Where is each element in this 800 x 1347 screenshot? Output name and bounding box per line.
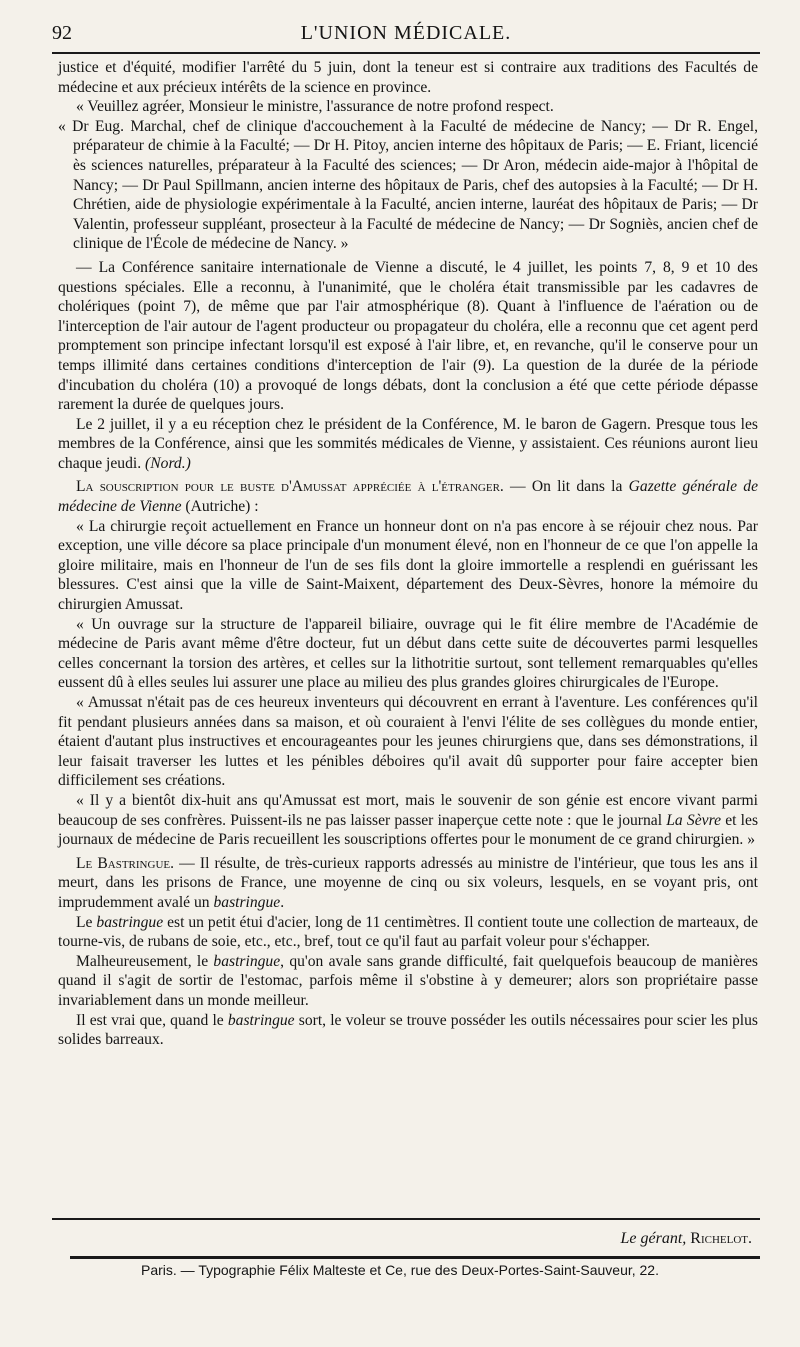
- bastringue-paragraph-3: [58, 952, 758, 1011]
- souscription-journal: Gazette générale de médecine de Vienne: [58, 478, 758, 516]
- conference-source: (Nord.): [145, 454, 191, 472]
- bastringue-paragraph-3a: Malheureusement, le: [76, 952, 214, 970]
- gerant-label: Le gérant,: [620, 1230, 687, 1247]
- running-title: L'UNION MÉDICALE.: [300, 22, 512, 44]
- bastringue-paragraph-2a: Le: [76, 913, 97, 931]
- bastringue-paragraph-4a: Il est vrai que, quand le: [76, 1011, 228, 1029]
- bastringue-term: bastringue: [96, 913, 164, 931]
- bastringue-term: bastringue: [227, 1011, 295, 1029]
- signatories: « Dr Eug. Marchal, chef de clinique d'accouchement à la Faculté de médecine de Nancy; — Dr R. Engel, préparateur de chimie à la Faculté; — Dr H. Pitoy, ancien interne des hôpitaux de Paris; — E. Friant, licencié ès sciences naturelles, préparateur à la Faculté des sciences; — Dr Aron, médecin aide-major à l'hôpital de Nancy; — Dr Paul Spillmann, ancien interne des hôpitaux de Paris, chef des autopsies à la Faculté; — Dr H. Chrétien, aide de physiologie expérimentale à la Faculté, ancien interne, lauréat des hôpitaux de Paris; — Dr Valentin, professeur suppléant, prosecteur à la Faculté de médecine de Nancy; — Dr Sogniès, ancien chef de clinique de l'École de médecine de Nancy. »: [58, 117, 758, 253]
- bastringue-paragraph-4: [58, 1011, 758, 1050]
- gerant-line: [621, 1230, 753, 1248]
- souscription-title: La souscription pour le buste d'Amussat appréciée à l'étranger.: [76, 478, 504, 496]
- bastringue-paragraph-1a: — Il résulte, de très-curieux rapports adressés au ministre de l'intérieur, que tous les ans il meurt, dans les prisons de France, une moyenne de cinq ou six voleurs, lesquels, en se voyant pris, ont imprudemment avalé un: [58, 854, 758, 911]
- bastringue-title: Le Bastringue.: [76, 854, 175, 872]
- amussat-journal: La Sèvre: [666, 811, 721, 829]
- amussat-paragraph-4a: « Il y a bientôt dix-huit ans qu'Amussat est mort, mais le souvenir de son génie est encore vivant parmi beaucoup de ses confrères. Puissent-ils ne pas laisser passer inaperçue cette note : que le journal: [58, 791, 758, 829]
- gerant-name: Richelot.: [690, 1230, 752, 1247]
- conference-paragraph-1: — La Conférence sanitaire internationale de Vienne a discuté, le 4 juillet, les points 7, 8, 9 et 10 des questions spéciales. Elle a reconnu, à l'unanimité, que le choléra était transmissible par les cadavres de cholériques (point 7), de même que par l'air atmosphérique (8). Quant à l'influence de l'aération ou de l'interception de l'air autour de l'agent producteur ou propagateur du choléra, elle a reconnu que cet agent perd promptement son principe infectant lorsqu'il est exposé à l'air libre, et, en revanche, qu'il le conserve pour un temps illimité dans certaines conditions d'interception de l'air (9). La question de la durée de la période d'incubation du choléra (10) a provoqué de longs débats, dont la conclusion a été que cette période dépasse rarement la durée de quelques jours.: [58, 258, 758, 414]
- amussat-paragraph-4: [58, 791, 758, 850]
- bastringue-paragraph-1b: .: [280, 893, 285, 911]
- bastringue-paragraph-3b: , qu'on avale sans grande difficulté, fait quelquefois beaucoup de manières quand il s'agit de sortir de l'estomac, parfois même il s'obstine à y demeurer; alors son propriétaire passe invariablement dans un monde meilleur.: [58, 952, 758, 1009]
- article-body: [58, 58, 758, 1050]
- souscription-intro-end: (Autriche) :: [181, 498, 259, 516]
- footer-rule: [52, 1218, 760, 1220]
- imprint-rule: [70, 1256, 760, 1259]
- bastringue-paragraph-2: [58, 913, 758, 952]
- bastringue-term: bastringue: [213, 952, 281, 970]
- conference-paragraph-2-text: Le 2 juillet, il y a eu réception chez le président de la Conférence, M. le baron de Gagern. Presque tous les membres de la Conférence, ainsi que les sommités médicales de Vienne, y assistaient. Ces réunions auront lieu chaque jeudi.: [58, 415, 758, 472]
- amussat-paragraph-2: « Un ouvrage sur la structure de l'appareil biliaire, ouvrage qui le fit élire membre de l'Académie de médecine de Paris avant même d'être docteur, fut un début dans cette suite de découvertes parmi lesquelles celles concernant la torsion des artères, et celles sur la lithotritie surtout, sont tellement remarquables qu'elles eussent dû à elles seules lui assurer une place au milieu des plus grandes gloires chirurgicales de l'Europe.: [58, 615, 758, 692]
- bastringue-paragraph-1: [58, 854, 758, 913]
- amussat-paragraph-1: « La chirurgie reçoit actuellement en France un honneur dont on n'a pas encore à se réjouir chez nous. Par exception, une ville décore sa place principale d'un monument élevé, non en l'honneur de ce que l'on appelle la gloire militaire, mais en l'honneur de l'un de ses fils dont la gloire immortelle a resplendi en guérissant les blessures. C'est ainsi que la ville de Saint-Maixent, département des Deux-Sèvres, honore la mémoire du chirurgien Amussat.: [58, 517, 758, 614]
- conference-paragraph-2: [58, 415, 758, 474]
- header-rule: [52, 52, 760, 54]
- page-number: 92: [52, 22, 72, 44]
- letter-closing: « Veuillez agréer, Monsieur le ministre, l'assurance de notre profond respect.: [76, 98, 554, 116]
- amussat-paragraph-4b: et les journaux de médecine de Paris recueillent les souscriptions offertes pour le monument de ce grand chirurgien. »: [58, 811, 759, 849]
- printer-imprint: Paris. — Typographie Félix Malteste et Ce, rue des Deux-Portes-Saint-Sauveur, 22.: [141, 1262, 659, 1278]
- souscription-intro: — On lit dans la: [503, 478, 629, 496]
- bastringue-paragraph-2b: est un petit étui d'acier, long de 11 centimètres. Il contient toute une collection de marteaux, de tourne-vis, de rubans de soie, etc., etc., bref, tout ce qu'il faut au parfait voleur pour s'échapper.: [58, 913, 758, 951]
- amussat-paragraph-3: « Amussat n'était pas de ces heureux inventeurs qui découvrent en errant à l'aventure. Les conférences qu'il fit pendant plusieurs années dans sa maison, et où couraient à l'envi l'élite de ses collègues du monde entier, étaient d'autant plus instructives et encourageantes pour les jeunes chirurgiens que, dans ses démonstrations, il leur faisait traverser les luttes et les pénibles déboires qu'il avait dû supporter pour faire accepter bien difficilement ses créations.: [58, 694, 758, 790]
- letter-continuation: justice et d'équité, modifier l'arrêté du 5 juin, dont la teneur est si contraire aux traditions des Facultés de médecine et aux précieux intérêts de la science en province.: [58, 59, 758, 96]
- souscription-heading: [58, 477, 758, 516]
- bastringue-term: bastringue: [213, 893, 281, 911]
- bastringue-paragraph-4b: sort, le voleur se trouve posséder les outils nécessaires pour scier les plus solides barreaux.: [58, 1011, 758, 1049]
